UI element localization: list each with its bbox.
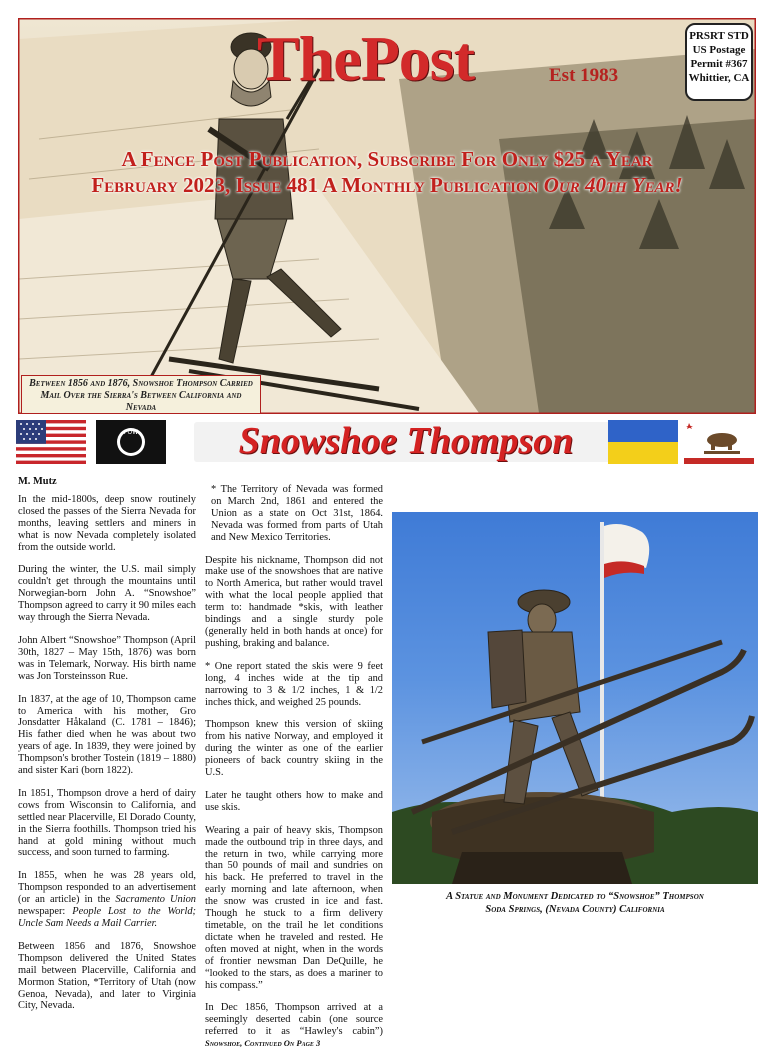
article-paragraph: In 1837, at the age of 10, Thompson came to America with his mother, Gro Jonsdatter Håkaland (C. 1781 – 1846); His father died when he was about two years of age. In 1839, they were joined by Thompson's brother Tostein (1819 – 1880) and sister Kari (born 1822).: [18, 693, 196, 777]
masthead-title: ThePost: [257, 23, 474, 94]
statue-photo: [392, 512, 758, 884]
article-column-1: [18, 476, 196, 1023]
statue-monument-image: [392, 512, 758, 884]
article-paragraph: Later he taught others how to make and use skis.: [205, 789, 383, 813]
us-flag-icon: [16, 420, 86, 464]
pow-mia-flag-icon: [96, 420, 166, 464]
byline: M. Mutz: [18, 476, 57, 487]
text-run: newspaper:: [18, 906, 73, 918]
article-title: Snowshoe Thompson: [238, 420, 574, 462]
article-paragraph: In 1851, Thompson drove a herd of dairy cows from Wisconsin to California, and settled near Placerville, El Dorado County, in the Sierra foothills. Thompson tried his hand at gold mining without much success, and soon turned to farming.: [18, 787, 196, 859]
article-paragraph: [18, 870, 196, 930]
postage-indicia: [685, 23, 753, 101]
footnote-paragraph: * The Territory of Nevada was formed on March 2nd, 1861 and entered the Union as a state on Oct 31st, 1864. Nevada was formed from parts of Utah and New Mexico Territories.: [211, 484, 383, 543]
tagline-subscription: A Fence Post Publication, Subscribe For Only $25 a Year: [121, 147, 653, 171]
anniversary-text: Our 40th Year!: [543, 173, 683, 197]
newspaper-name: Sacramento Union: [115, 894, 196, 906]
issue-text: February 2023, Issue 481 A Monthly Publication: [91, 173, 539, 197]
article-paragraph: [205, 1002, 383, 1050]
ukraine-flag-icon: [608, 420, 678, 464]
article-paragraph: Wearing a pair of heavy skis, Thompson made the outbound trip in three days, and the return in two, while carrying more than 50 pounds of mail and sundries on his back. He preferred to travel in the early morning and late afternoon, when the snow was crusted in ice and fast. Though he stuck to a firm delivery timetable, on the trail he let conditions dictate when he traveled and rested. He often moved at night, when in the words of frontier newsman Dan DeQuille, he “looked to the stars, as does a mariner to his compass.”: [205, 824, 383, 991]
california-flag-icon: [684, 420, 754, 464]
photo-caption: [392, 890, 758, 916]
article-paragraph: Thompson knew this version of skiing from his native Norway, and employed it during the winter as one of the earlier pioneers of back country skiing in the U.S.: [205, 719, 383, 779]
hero-illustration: [18, 18, 756, 414]
postage-line: Whittier, CA: [688, 72, 750, 84]
continued-notice: Snowshoe, Continued On Page 3: [205, 1038, 321, 1049]
text-run: In 1855, when he was 28 years old, Thompson responded to an advertisement (or an article) in the: [18, 870, 196, 906]
hero-caption: Between 1856 and 1876, Snowshoe Thompson Carried Mail Over the Sierra's Between California and Nevada: [21, 375, 261, 414]
article-column-2: [205, 484, 383, 1061]
svg-text:POW: POW: [123, 429, 139, 436]
article-paragraph: Between 1856 and 1876, Snowshoe Thompson delivered the United States mail between Placerville, California and Mormon Station, *Territory of Utah (now Genoa, Nevada), and later to Virginia City, Nevada.: [18, 940, 196, 1012]
article-paragraph: During the winter, the U.S. mail simply couldn't get through the mountains until Norwegian-born John A. “Snowshoe” Thompson agreed to carry it 90 miles each way through the Sierra Nevada.: [18, 564, 196, 624]
advertisement-title: People Lost to the World; Uncle Sam Needs a Mail Carrier.: [18, 906, 196, 929]
footnote-paragraph: * One report stated the skis were 9 feet long, 4 inches wide at the tip and narrowing to 3 & 1/2 inches, 1 & 1/2 inches thick, and weighed 25 pounds.: [205, 660, 383, 708]
text-run: In Dec 1856, Thompson arrived at a seemingly deserted cabin (one source referred to it as “Hawley's cabin”): [205, 1002, 383, 1038]
postage-line: PRSRT STD: [689, 30, 749, 42]
photo-caption-line: Soda Springs, (Nevada County) California: [485, 904, 665, 915]
postage-line: US Postage: [692, 44, 746, 56]
article-paragraph: Despite his nickname, Thompson did not make use of the snowshoes that are native to North America, but rather would travel with what the local people applied that term to: handmade *skis, with leather bindings and a single sturdy pole (generally held in both hands at once) for pushing, braking and balance.: [205, 554, 383, 649]
article-paragraph: John Albert “Snowshoe” Thompson (April 30th, 1827 – May 15th, 1876) was born was in Telemark, Norway. His birth name was Jon Torsteinsson Rue.: [18, 634, 196, 682]
established-year: Est 1983: [549, 65, 619, 86]
tagline-issue: [19, 173, 755, 198]
postage-line: Permit #367: [690, 58, 748, 70]
photo-caption-line: A Statue and Monument Dedicated to “Snowshoe” Thompson: [446, 891, 704, 902]
article-paragraph: In the mid-1800s, deep snow routinely closed the passes of the Sierra Nevada for months, leaving settlers and miners in what is now Nevada completely isolated from the outside world.: [18, 493, 196, 553]
article-banner: [14, 418, 760, 470]
